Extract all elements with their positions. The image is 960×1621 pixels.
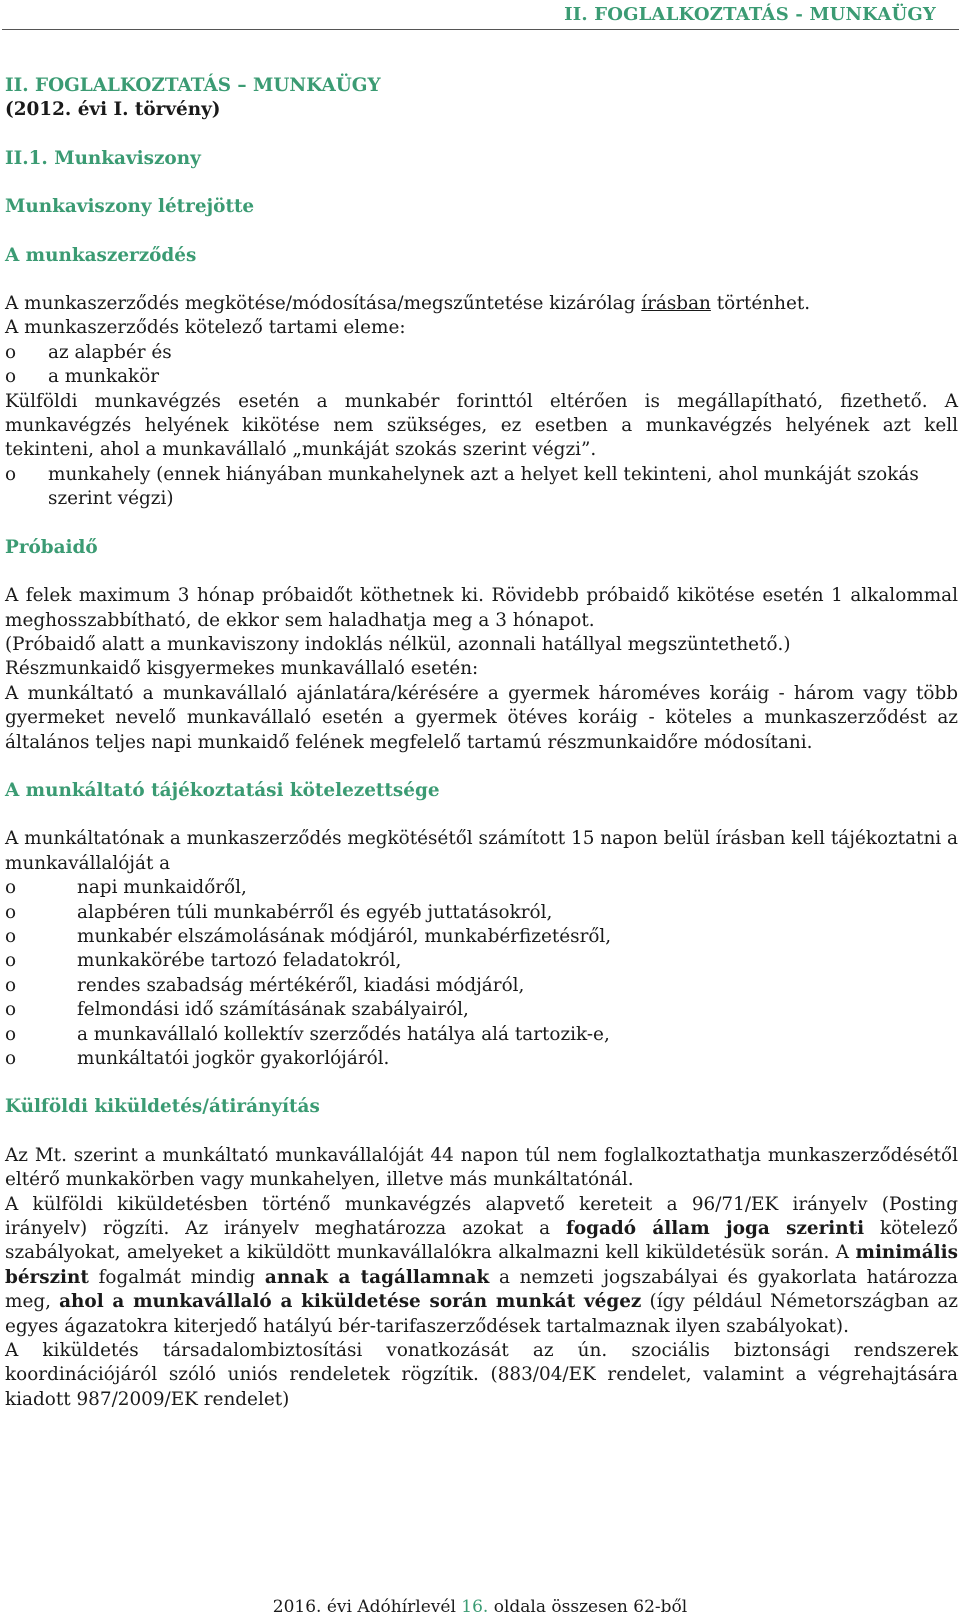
- bullet-marker: o: [5, 999, 17, 1021]
- bold-text: ahol a munkavállaló a kiküldetése során munkát végez: [59, 1291, 642, 1313]
- list-item-text: a munkavállaló kollektív szerződés hatálya alá tartozik-e,: [77, 1023, 610, 1045]
- bullet-marker: o: [5, 463, 17, 485]
- heading-kulfoldi-kikuldetes: Külföldi kiküldetés/átirányítás: [5, 1096, 320, 1118]
- bullet-marker: o: [5, 974, 17, 996]
- bullet-marker: o: [5, 901, 17, 923]
- list-item: [5, 974, 958, 998]
- list-item: [5, 1023, 958, 1047]
- list-item-text: munkakörébe tartozó feladatokról,: [77, 950, 402, 972]
- list-item-text: napi munkaidőről,: [77, 877, 247, 899]
- page-number: 16.: [461, 1597, 489, 1617]
- text-run: A munkaszerződés megkötése/módosítása/megszűntetése kizárólag: [5, 293, 642, 315]
- list-item: [5, 998, 958, 1022]
- paragraph: [5, 292, 958, 316]
- bold-text: annak a tagállamnak: [264, 1266, 490, 1288]
- paragraph: A kiküldetés társadalombiztosítási vonatkozását az ún. szociális biztonsági rendszerek koordinációjáról szóló uniós rendeletek rögzítik. (883/04/EK rendelet, valamint a végrehajtására kiadott 987/2009/EK rendelet): [5, 1340, 958, 1410]
- page-footer: [0, 1597, 960, 1617]
- bold-text: fogadó állam joga szerinti: [565, 1218, 865, 1240]
- heading-munkaszerzodes: A munkaszerződés: [5, 244, 197, 266]
- running-header: II. FOGLALKOZTATÁS - MUNKAÜGY: [564, 4, 936, 25]
- bold-text: minimális bérszint: [5, 1242, 958, 1288]
- list-item-text: munkáltatói jogkör gyakorlójáról.: [77, 1048, 390, 1069]
- heading-probaido: Próbaidő: [5, 536, 98, 558]
- paragraph: Az Mt. szerint a munkáltató munkavállalóját 44 napon túl nem foglalkoztathatja munkaszerződésétől eltérő munkakörben vagy munkahelyen, illetve más munkáltatónál.: [5, 1144, 958, 1191]
- bullet-marker: o: [5, 366, 17, 388]
- paragraph: Külföldi munkavégzés esetén a munkabér forinttól eltérően is megállapítható, fizethető. A munkavégzés helyének kikötése nem szükséges, ez esetben a munkavégzés helyének azt kell tekinteni, ahol a munkavállaló „munkáját szokás szerint végzi”.: [5, 390, 958, 461]
- paragraph: A munkaszerződés kötelező tartami eleme:: [5, 317, 406, 339]
- text-run: A külföldi kiküldetésben történő munkavégzés alapvető kereteit a 96/71/EK irányelv (Posting irányelv) rögzíti. Az irányelv meghatározza azokat a: [5, 1193, 958, 1240]
- list-item: [5, 949, 958, 973]
- paragraph: A munkáltatónak a munkaszerződés megkötésétől számított 15 napon belül írásban kell tájékoztatni a munkavállalóját a: [5, 828, 958, 874]
- bullet-marker: o: [5, 341, 17, 363]
- section-heading: II.1. Munkaviszony: [5, 147, 201, 169]
- footer-text: oldala összesen 62-ből: [488, 1597, 688, 1617]
- list-item-text: munkabér elszámolásának módjáról, munkabérfizetésről,: [77, 925, 612, 947]
- list-item-text: felmondási idő számításának szabályairól,: [77, 999, 469, 1021]
- page-content: [5, 74, 958, 1412]
- paragraph: [5, 1193, 958, 1339]
- bullet-marker: o: [5, 950, 17, 972]
- list-item-text: az alapbér és: [48, 341, 172, 363]
- bullet-marker: o: [5, 1048, 17, 1069]
- bullet-marker: o: [5, 925, 17, 947]
- list-item-text: alapbéren túli munkabérről és egyéb juttatásokról,: [77, 901, 553, 923]
- paragraph: A felek maximum 3 hónap próbaidőt köthetnek ki. Rövidebb próbaidő kikötése esetén 1 alkalommal meghosszabbítható, de ekkor sem haladhatja meg a 3 hónapot.: [5, 585, 958, 631]
- list-item: [5, 365, 958, 389]
- text-run: kötelező szabályokat, amelyeket a kiküldött munkavállalókra alkalmazni kell kiküldetésük során. A: [5, 1218, 958, 1264]
- list-item-text: a munkakör: [48, 366, 160, 388]
- text-run: a nemzeti jogszabályai és gyakorlata határozza meg,: [5, 1266, 958, 1313]
- header-divider: [2, 29, 959, 30]
- list-item-text: rendes szabadság mértékéről, kiadási módjáról,: [77, 974, 525, 996]
- text-run: történhet.: [710, 293, 811, 315]
- paragraph: (Próbaidő alatt a munkaviszony indoklás nélkül, azonnali hatállyal megszüntethető.): [5, 633, 791, 655]
- list-item: [5, 901, 958, 925]
- list-item: [5, 463, 958, 512]
- info-list: [5, 876, 958, 1071]
- list-item: [5, 925, 958, 949]
- underlined-text: írásban: [641, 293, 711, 315]
- text-run: fogalmát mindig: [88, 1266, 265, 1288]
- footer-text: 2016. évi Adóhírlevél: [272, 1597, 462, 1617]
- list-item: [5, 341, 958, 365]
- paragraph: A munkáltató a munkavállaló ajánlatára/kérésére a gyermek hároméves koráig - három vagy több gyermeket nevelő munkavállaló esetén a gyermek ötéves koráig - köteles a munkaszerződést az általános teljes napi munkaidő felének megfelelő tartamú részmunkaidőre módosítani.: [5, 682, 958, 753]
- bullet-marker: o: [5, 1023, 17, 1045]
- list-item: [5, 876, 958, 900]
- subsection-heading: Munkaviszony létrejötte: [5, 196, 255, 218]
- text-run: (így például Németországban az egyes ágazatokra kiterjedő hatályú bér-tarifaszerződések tartalmaznak ilyen szabályokat).: [5, 1291, 958, 1337]
- list-item: [5, 1047, 958, 1071]
- list-item-text: munkahely (ennek hiányában munkahelynek azt a helyet kell tekinteni, ahol munkáját szokás szerint végzi): [48, 463, 919, 510]
- law-reference: (2012. évi I. törvény): [5, 99, 221, 121]
- bullet-marker: o: [5, 877, 17, 899]
- paragraph: Részmunkaidő kisgyermekes munkavállaló esetén:: [5, 658, 479, 680]
- heading-tajekoztatasi-kotelezettseg: A munkáltató tájékoztatási kötelezettsége: [5, 779, 440, 801]
- document-title: II. FOGLALKOZTATÁS – MUNKAÜGY: [5, 75, 381, 96]
